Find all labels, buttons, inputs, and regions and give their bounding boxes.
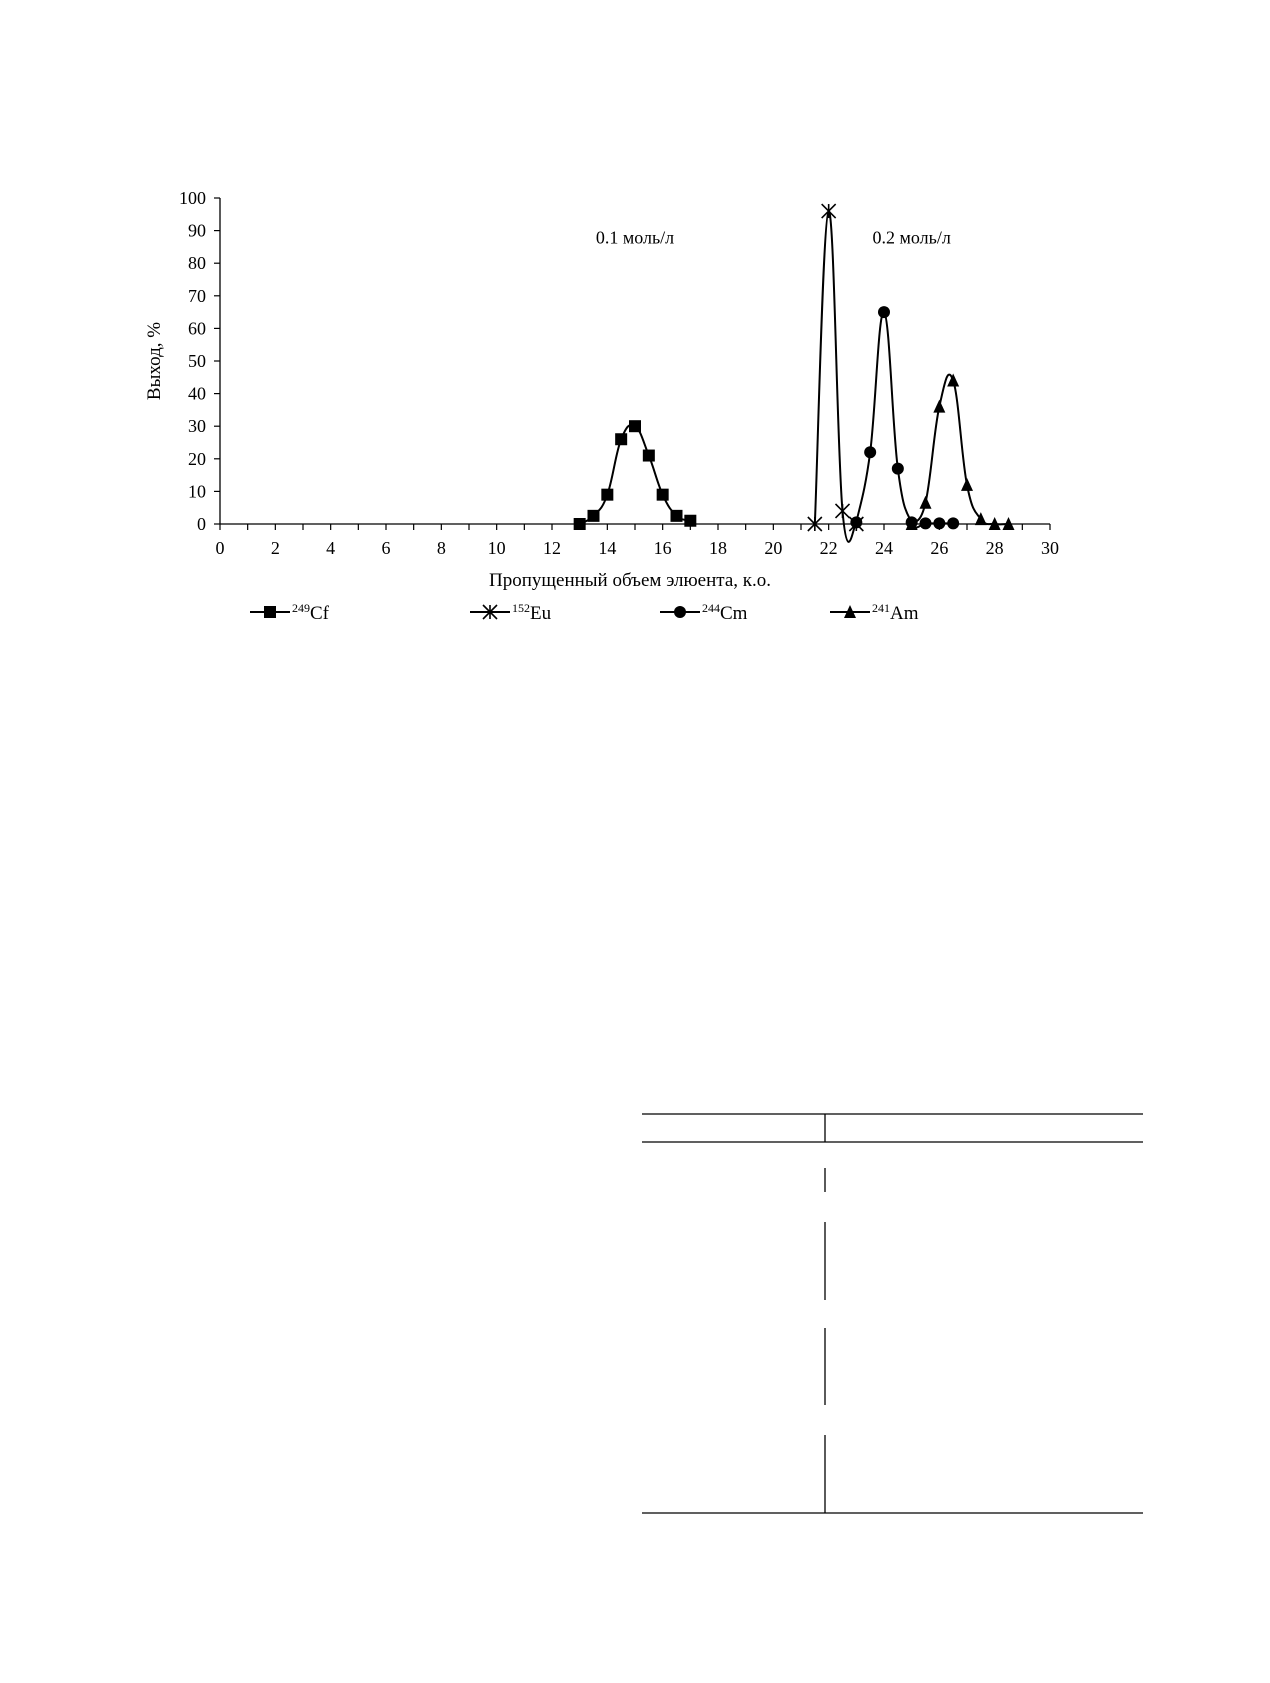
x-tick-label: 8 (436, 538, 446, 558)
y-tick-label: 70 (188, 285, 206, 306)
data-point-cf (643, 450, 655, 462)
y-tick-label: 10 (188, 481, 206, 502)
y-axis-title: Выход, % (144, 321, 165, 401)
legend-element-symbol: Cf (310, 603, 329, 624)
annotation-concentration-1: 0.1 моль/л (595, 227, 675, 248)
x-tick-label: 20 (764, 538, 783, 558)
legend-mass-number: 241 (872, 601, 890, 615)
series-cf (574, 420, 697, 530)
legend-marker-cf (264, 606, 276, 618)
x-tick-label: 6 (381, 538, 391, 558)
legend-item-eu (470, 601, 552, 624)
data-point-eu (836, 504, 850, 518)
legend-mass-number: 249 (292, 601, 310, 615)
legend-label-cm (702, 601, 748, 624)
data-point-cf (615, 433, 627, 445)
data-point-cf (657, 489, 669, 501)
data-point-cm (947, 517, 959, 529)
series-line-cf (580, 425, 691, 524)
y-tick-label: 80 (188, 253, 206, 274)
x-tick-label: 30 (1041, 538, 1059, 558)
data-point-cm (864, 446, 876, 458)
legend-item-cm (660, 601, 748, 624)
legend-label-am (872, 601, 919, 624)
series-am (906, 374, 1015, 530)
legend-element-symbol: Eu (530, 603, 552, 624)
data-point-am (920, 496, 932, 509)
legend-label-eu (512, 601, 552, 624)
y-tick-label: 50 (188, 351, 206, 371)
x-tick-label: 14 (598, 538, 617, 558)
x-tick-label: 22 (819, 538, 838, 558)
data-point-cm (850, 516, 862, 528)
legend-marker-cm (674, 606, 686, 618)
data-point-cf (629, 420, 641, 432)
y-tick-label: 40 (188, 383, 206, 404)
series-eu (808, 204, 864, 542)
series-cm (850, 306, 959, 529)
data-point-cm (933, 517, 945, 529)
x-tick-label: 0 (215, 538, 225, 558)
legend-item-cf (250, 601, 330, 624)
data-point-cf (684, 515, 696, 527)
y-tick-label: 0 (197, 514, 206, 534)
data-point-cf (671, 510, 683, 522)
x-tick-label: 18 (709, 538, 727, 558)
y-tick-label: 60 (188, 318, 206, 339)
x-tick-label: 16 (653, 538, 672, 558)
x-axis-title: Пропущенный объем элюента, к.о. (489, 570, 771, 591)
legend-mass-number: 152 (512, 601, 530, 615)
legend-element-symbol: Cm (720, 603, 748, 624)
data-point-cf (574, 518, 586, 530)
data-point-cf (601, 489, 613, 501)
data-point-cm (892, 463, 904, 475)
chart-svg (0, 0, 1270, 700)
data-point-eu (822, 204, 836, 218)
data-point-cm (878, 306, 890, 318)
legend-element-symbol: Am (890, 603, 919, 624)
y-tick-label: 90 (188, 220, 206, 241)
x-tick-label: 12 (543, 538, 561, 558)
x-tick-label: 28 (985, 538, 1004, 558)
x-tick-label: 4 (326, 538, 336, 558)
series-line-cm (856, 312, 953, 527)
x-tick-label: 26 (930, 538, 949, 558)
x-tick-label: 24 (875, 538, 893, 558)
y-tick-label: 20 (188, 448, 206, 469)
chart-plot-area (574, 204, 1015, 542)
y-tick-label: 100 (179, 188, 206, 208)
legend-mass-number: 244 (702, 601, 720, 615)
data-point-cm (920, 517, 932, 529)
data-point-am (961, 478, 973, 491)
x-tick-label: 2 (270, 538, 280, 558)
chart-legend (250, 601, 919, 624)
series-line-eu (815, 211, 857, 542)
legend-item-am (830, 601, 919, 624)
data-point-cf (588, 510, 600, 522)
annotation-concentration-2: 0.2 моль/л (872, 227, 951, 248)
x-tick-label: 10 (487, 538, 506, 558)
data-point-am (933, 400, 945, 413)
legend-label-cf (292, 601, 330, 624)
y-tick-label: 30 (188, 416, 206, 437)
